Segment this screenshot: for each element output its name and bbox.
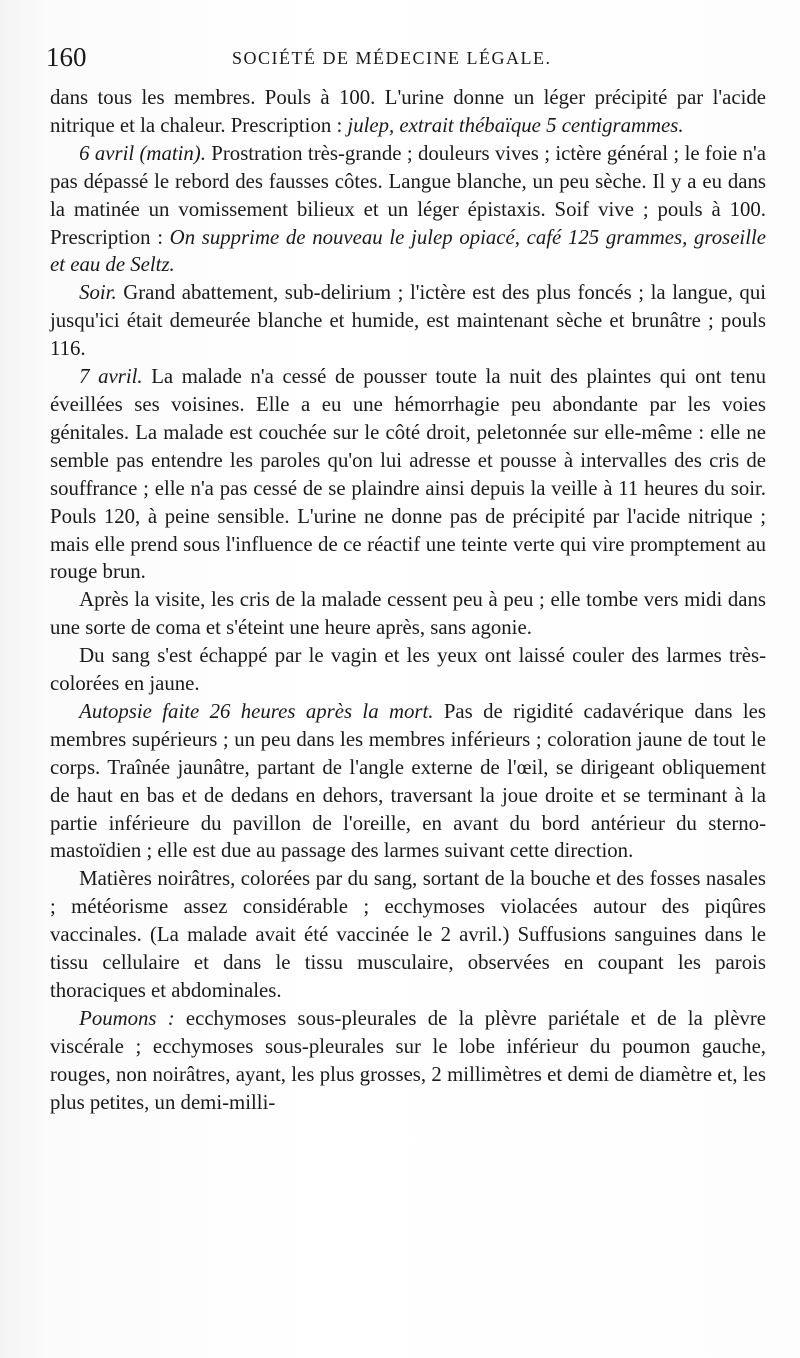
text-run: Pas de rigidité cadavérique dans les membres supérieurs ; un peu dans les membres inférieurs ; coloration jaune de tout le corps. Traînée jaunâtre, partant de l'angle externe de l'œil, se dirigeant obliquement de haut en bas et de dedans en dehors, traversant la joue droite et se terminant à la partie inférieure du pavillon de l'oreille, en avant du bord antérieur du sterno-mastoïdien ; elle est due au passage des larmes suivant cette direction. [50, 699, 766, 863]
text-run: Du sang s'est échappé par le vagin et les yeux ont laissé couler des larmes très-colorées en jaune. [50, 644, 766, 696]
text-run: Après la visite, les cris de la malade cessent peu à peu ; elle tombe vers midi dans une sorte de coma et s'éteint une heure après, sans agonie. [50, 588, 766, 640]
paragraph [50, 363, 766, 586]
paragraph [50, 698, 766, 865]
italic-run: julep, extrait thébaïque 5 centigrammes. [347, 113, 684, 137]
paragraph [50, 1005, 766, 1117]
running-head: SOCIÉTÉ DE MÉDECINE LÉGALE. [232, 48, 552, 68]
italic-run: Poumons : [79, 1006, 175, 1030]
italic-run: 7 avril. [79, 365, 143, 389]
text-run: Grand abattement, sub-delirium ; l'ictère est des plus foncés ; la langue, qui jusqu'ici était demeurée blanche et humide, est maintenant sèche et brunâtre ; pouls 116. [50, 281, 766, 361]
paragraph [50, 642, 766, 698]
text-run: dans tous les membres. Pouls à 100. L'urine donne un léger précipité par l'acide nitrique et la chaleur. Prescription : [50, 86, 766, 137]
page-header [46, 40, 746, 74]
paragraph [50, 586, 766, 642]
paragraph [50, 140, 766, 280]
italic-run: Soir. [79, 281, 117, 305]
paragraph [50, 84, 766, 140]
paragraph [50, 279, 766, 363]
page-number: 160 [46, 42, 87, 72]
paragraph [50, 865, 766, 1005]
italic-run: Autopsie faite 26 heures après la mort. [79, 699, 434, 723]
body-text [50, 84, 766, 1117]
text-run: ecchymoses sous-pleurales de la plèvre pariétale et de la plèvre viscérale ; ecchymoses sous-pleurales sur le lobe inférieur du poumon gauche, rouges, non noirâtres, ayant, les plus grosses, 2 millimètres et demi de diamètre et, les plus petites, un demi-milli- [50, 1006, 766, 1114]
text-run: Prostration très-grande ; douleurs vives ; ictère général ; le foie n'a pas dépassé le rebord des fausses côtes. Langue blanche, un peu sèche. Il y a eu dans la matinée un vomissement bilieux et un léger épistaxis. Soif vive ; pouls à 100. Prescription : [50, 141, 767, 249]
text-run: Matières noirâtres, colorées par du sang, sortant de la bouche et des fosses nasales ; météorisme assez considérable ; ecchymoses violacées autour des piqûres vaccinales. (La malade avait été vaccinée le 2 avril.) Suffusions sanguines dans le tissu cellulaire et dans le tissu musculaire, observées en coupant les parois thoraciques et abdominales. [50, 867, 766, 1002]
italic-run: 6 avril (matin). [79, 141, 206, 165]
text-run: La malade n'a cessé de pousser toute la nuit des plaintes qui ont tenu éveillées ses voisines. Elle a eu une hémorrhagie peu abondante par les voies génitales. La malade est couchée sur le côté droit, peletonnée sur elle-même : elle ne semble pas entendre les paroles qu'on lui adresse et pousse à intervalles des cris de souffrance ; elle n'a pas cessé de se plaindre ainsi depuis la veille à 11 heures du soir. Pouls 120, à peine sensible. L'urine ne donne pas de précipité par l'acide nitrique ; mais elle prend sous l'influence de ce réactif une teinte verte qui vire promptement au rouge brun. [50, 365, 766, 584]
italic-run: On supprime de nouveau le julep opiacé, café 125 grammes, groseille et eau de Seltz. [50, 225, 766, 277]
